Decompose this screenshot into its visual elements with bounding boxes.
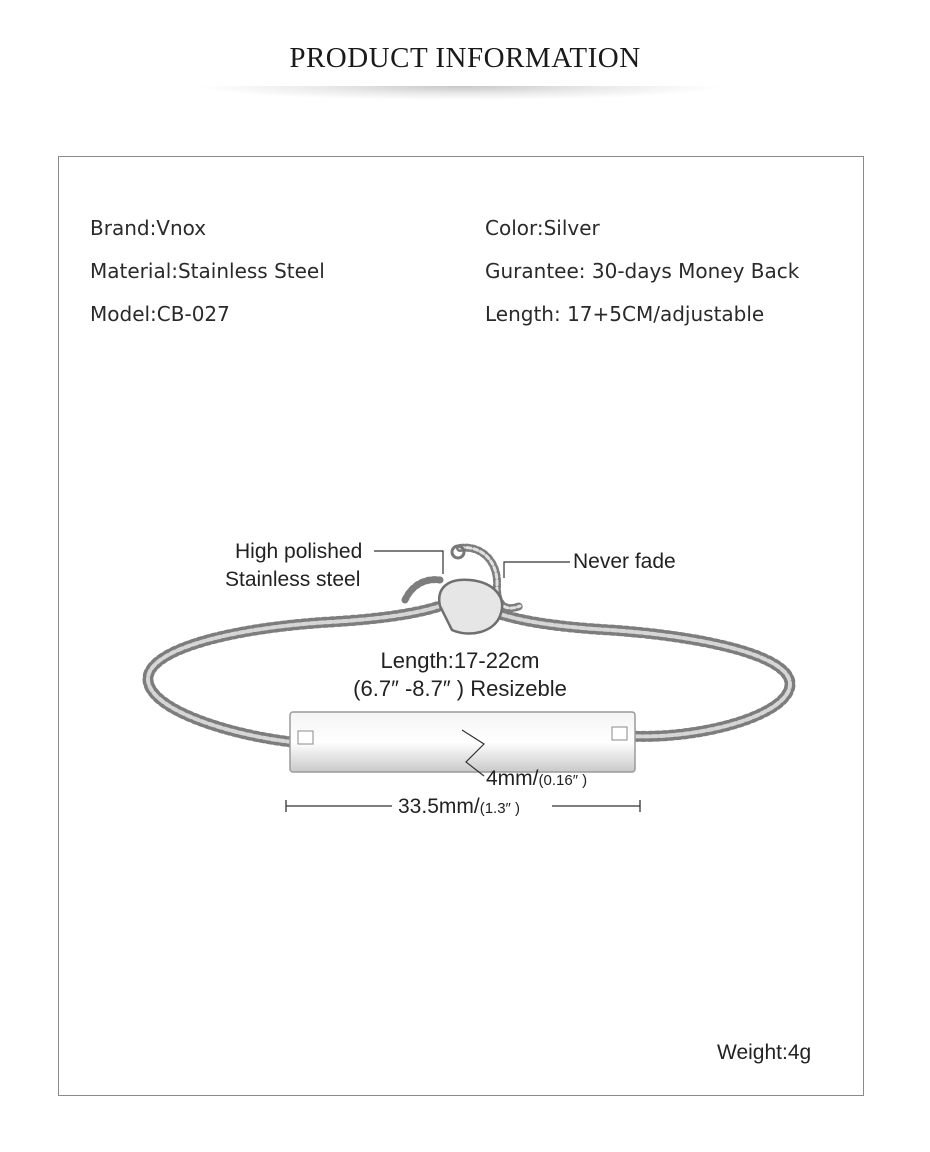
- callout-polished-line2: Stainless steel: [225, 568, 361, 591]
- callout-thickness-main: 4mm/: [486, 767, 539, 790]
- callout-width-small: (1.3″ ): [479, 800, 521, 817]
- weight-label: Weight:4g: [717, 1041, 812, 1064]
- page-title: PRODUCT INFORMATION: [289, 42, 641, 74]
- callout-thickness-small: (0.16″ ): [538, 772, 588, 789]
- spec-length: Length: 17+5CM/adjustable: [485, 302, 765, 326]
- callout-width-main: 33.5mm/: [398, 795, 480, 818]
- spec-color: Color:Silver: [485, 216, 600, 240]
- callout-never-fade: Never fade: [573, 550, 676, 573]
- callout-thickness: [486, 767, 587, 791]
- spec-model: Model:CB-027: [90, 302, 230, 326]
- spec-material: Material:Stainless Steel: [90, 259, 325, 283]
- spec-guarantee: Gurantee: 30-days Money Back: [485, 259, 800, 283]
- callout-polished-line1: High polished: [235, 540, 363, 563]
- callout-length-line2: (6.7″ -8.7″ ) Resizeble: [353, 676, 567, 701]
- callout-width: [398, 795, 520, 819]
- spec-brand: Brand:Vnox: [90, 216, 207, 240]
- callout-length-line1: Length:17-22cm: [380, 648, 540, 673]
- id-bar-plate: [290, 712, 635, 772]
